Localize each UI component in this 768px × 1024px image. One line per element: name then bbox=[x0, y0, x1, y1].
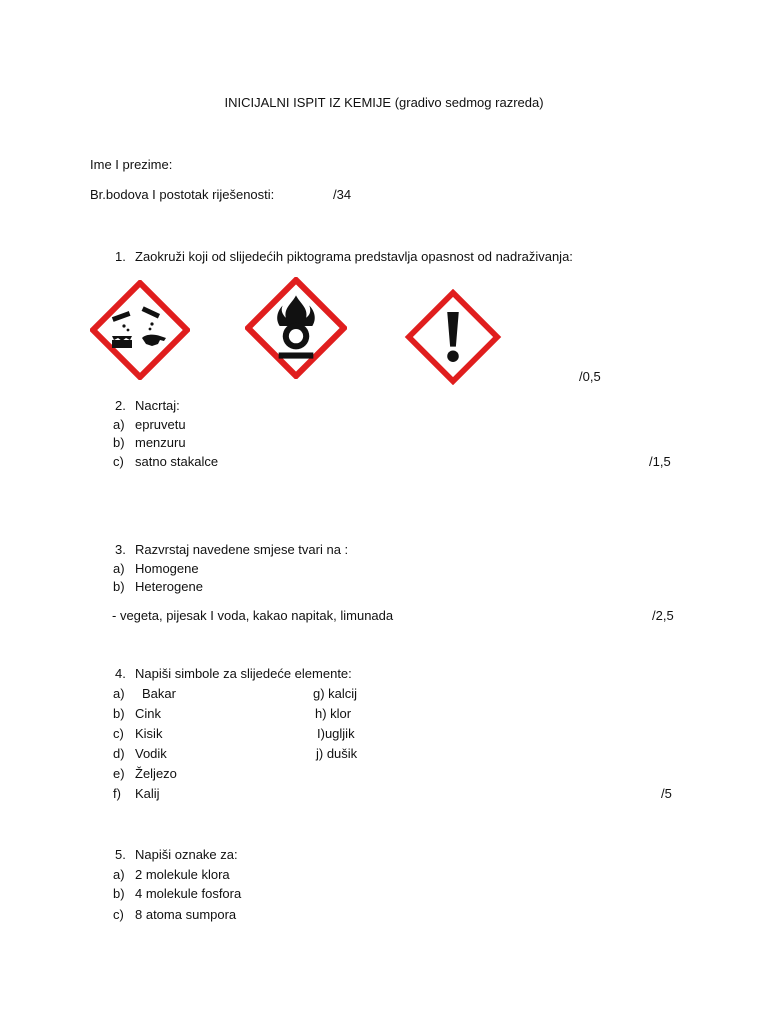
q4-element-right: h) klor bbox=[315, 706, 352, 721]
points-total: /34 bbox=[333, 187, 352, 202]
q4-points: /5 bbox=[661, 786, 672, 801]
q4-element-letter: e) bbox=[113, 766, 125, 781]
q3-points: /2,5 bbox=[652, 608, 674, 623]
name-label: Ime I prezime: bbox=[90, 157, 173, 172]
q3-option-text: Homogene bbox=[135, 561, 199, 576]
q4-number: 4. bbox=[115, 666, 126, 681]
q4-element-letter: f) bbox=[113, 786, 121, 801]
q5-option-text: 8 atoma sumpora bbox=[135, 907, 237, 922]
q2-option-letter: c) bbox=[113, 454, 124, 469]
q4-element-right: I)ugljik bbox=[317, 726, 355, 741]
q2-option-text: satno stakalce bbox=[135, 454, 219, 469]
q1-points: /0,5 bbox=[579, 369, 601, 384]
page-title: INICIJALNI ISPIT IZ KEMIJE (gradivo sedmog razreda) bbox=[224, 95, 544, 110]
q4-text: Napiši simbole za slijedeće elemente: bbox=[135, 666, 352, 681]
corrosive-pictogram-icon[interactable] bbox=[90, 280, 190, 380]
q5-option-text: 4 molekule fosfora bbox=[135, 886, 242, 901]
q5-number: 5. bbox=[115, 847, 126, 862]
q4-element-letter: a) bbox=[113, 686, 125, 701]
q4-element-name: Bakar bbox=[142, 686, 176, 701]
q4-element-right: j) dušik bbox=[316, 746, 358, 761]
q2-option-letter: b) bbox=[113, 435, 125, 450]
q4-element-name: Cink bbox=[135, 706, 162, 721]
q2-points: /1,5 bbox=[649, 454, 671, 469]
q3-text: Razvrstaj navedene smjese tvari na : bbox=[135, 542, 349, 557]
q3-option-letter: b) bbox=[113, 579, 125, 594]
q5-option-letter: b) bbox=[113, 886, 125, 901]
q3-list: - vegeta, pijesak I voda, kakao napitak, limunada bbox=[112, 608, 394, 623]
q2-text: Nacrtaj: bbox=[135, 398, 180, 413]
q4-element-name: Kalij bbox=[135, 786, 160, 801]
q3-option-letter: a) bbox=[113, 561, 125, 576]
q4-element-letter: c) bbox=[113, 726, 124, 741]
q4-element-letter: b) bbox=[113, 706, 125, 721]
exclamation-pictogram-icon[interactable] bbox=[403, 289, 503, 385]
q4-element-name: Kisik bbox=[135, 726, 163, 741]
q1-text: Zaokruži koji od slijedećih piktograma predstavlja opasnost od nadraživanja: bbox=[135, 249, 573, 264]
q5-text: Napiši oznake za: bbox=[135, 847, 238, 862]
q4-element-letter: d) bbox=[113, 746, 125, 761]
q5-option-letter: a) bbox=[113, 867, 125, 882]
q5-option-text: 2 molekule klora bbox=[135, 867, 230, 882]
q3-option-text: Heterogene bbox=[135, 579, 203, 594]
q2-option-text: menzuru bbox=[135, 435, 186, 450]
points-label: Br.bodova I postotak riješenosti: bbox=[90, 187, 275, 202]
q4-element-right: g) kalcij bbox=[313, 686, 358, 701]
q4-element-name: Vodik bbox=[135, 746, 167, 761]
q4-element-name: Željezo bbox=[135, 766, 177, 781]
q2-number: 2. bbox=[115, 398, 126, 413]
q3-number: 3. bbox=[115, 542, 126, 557]
q1-number: 1. bbox=[115, 249, 126, 264]
q2-option-text: epruvetu bbox=[135, 417, 186, 432]
q5-option-letter: c) bbox=[113, 907, 124, 922]
oxidizing-pictogram-icon[interactable] bbox=[245, 277, 347, 379]
q2-option-letter: a) bbox=[113, 417, 125, 432]
